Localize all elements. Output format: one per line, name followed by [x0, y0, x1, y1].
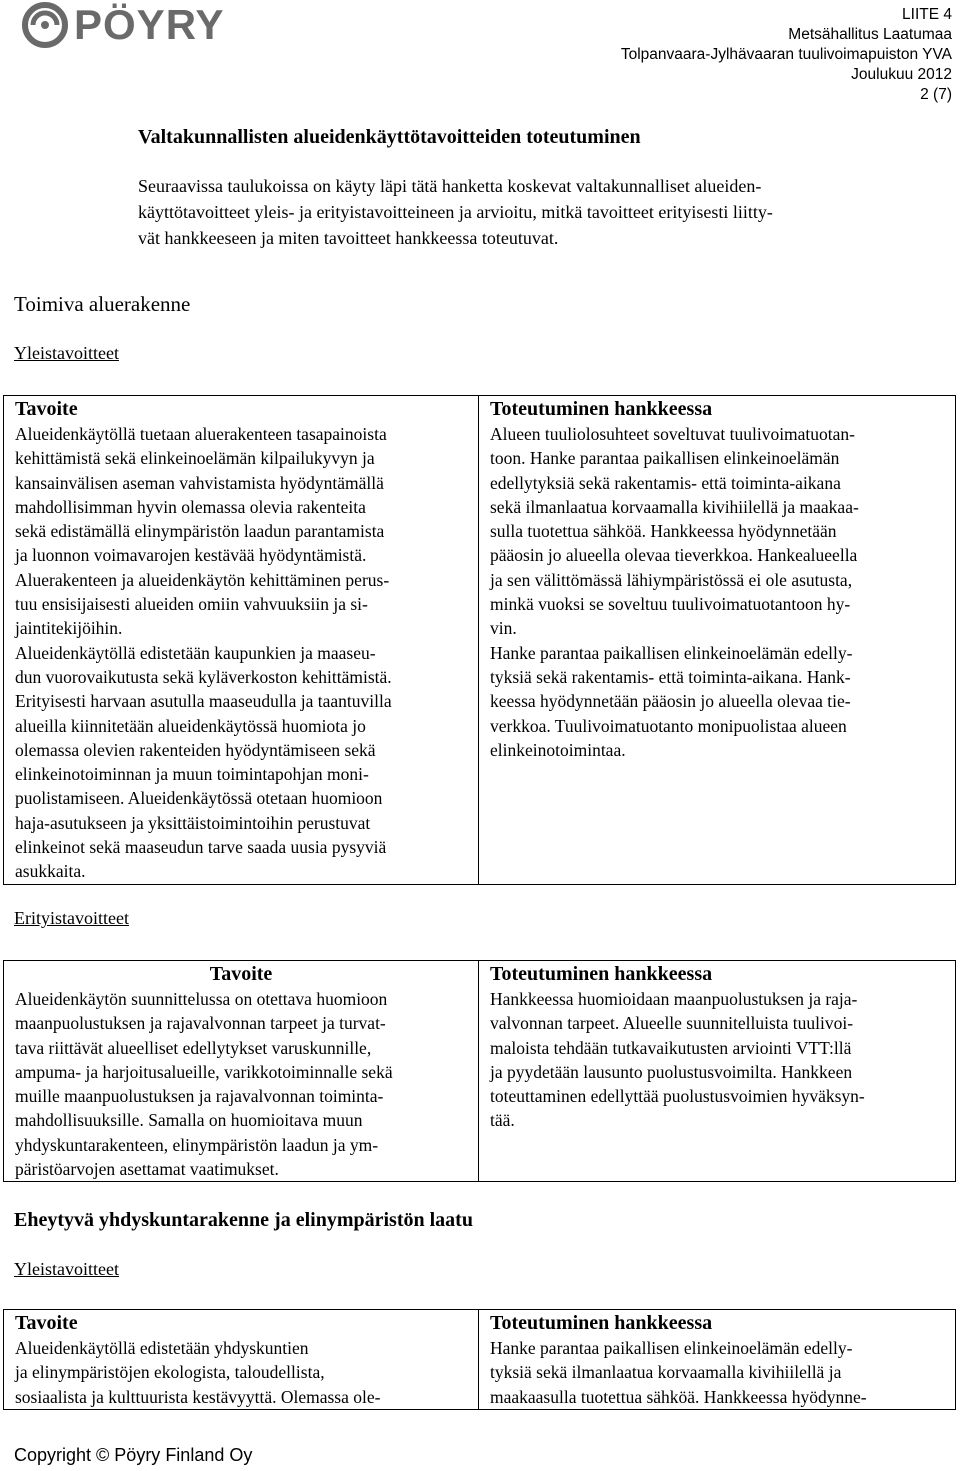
text-line: olemassa olevien rakenteiden hyödyntämiseen sekä	[15, 739, 376, 760]
section-heading: Toimiva aluerakenne	[14, 292, 191, 316]
text-line: dun vuorovaikutusta sekä kyläverkoston kehittämistä.	[15, 666, 392, 687]
goal-text	[15, 987, 467, 1181]
text-line: tuu ensisijaisesti alueiden omiin vahvuuksiin ja si-	[15, 594, 368, 615]
text-line: elinkeinotoiminnan ja muun toimintapohjan moni-	[15, 764, 369, 785]
implementation-column-header: Toteutuminen hankkeessa	[490, 963, 713, 985]
implementation-column	[479, 1310, 956, 1410]
text-line: mahdollisimman hyvin olemassa olevia rakenteita	[15, 496, 366, 517]
document-header-info	[621, 5, 952, 105]
text-line: haja-asutukseen ja yksittäistoimintoihin perustuvat	[15, 812, 371, 833]
implementation-text	[490, 422, 944, 762]
text-line: valvonnan tarpeet. Alueelle suunnitelluista tuulivoi-	[490, 1013, 854, 1034]
text-line: keessa hyödynnetään pääosin jo alueella olevaa tie-	[490, 691, 851, 712]
client-name: Metsähallitus Laatumaa	[788, 26, 952, 43]
text-line: kansainvälisen aseman vahvistamista hyödyntämällä	[15, 472, 384, 493]
text-line: maanpuolustuksen ja rajavalvonnan tarpeet ja turvat-	[15, 1013, 386, 1034]
text-line: edellytyksiä sekä rakentamis- että toiminta-aikana	[490, 472, 841, 493]
text-line: jaintitekijöihin.	[15, 618, 123, 639]
text-line: sosiaalista ja kulttuurista kestävyyttä. Olemassa ole-	[15, 1386, 381, 1407]
text-line: alueilla kiinnitetään alueidenkäytössä huomiota jo	[15, 715, 366, 736]
text-line: mahdollisuuksille. Samalla on huomioitava muun	[15, 1110, 363, 1131]
implementation-text	[490, 1336, 944, 1409]
text-line: maakaasulla tuotettua sähköä. Hankkeessa hyödynne-	[490, 1386, 867, 1407]
text-line: Hanke parantaa paikallisen elinkeinoelämän edelly-	[490, 642, 853, 663]
text-line: ampuma- ja harjoitusalueille, varikkotoiminnalle sekä	[15, 1061, 393, 1082]
text-line: elinkeinot sekä maaseudun tarve saada uusia pysyviä	[15, 837, 387, 858]
implementation-column	[479, 396, 956, 885]
text-line: Erityisesti harvaan asutulla maaseudulla ja taantuvilla	[15, 691, 392, 712]
specific-goals-label: Erityistavoitteet	[14, 908, 129, 928]
text-line: asukkaita.	[15, 861, 86, 882]
goal-column	[4, 396, 479, 885]
text-line: sulla tuotettua sähköä. Hankkeessa hyödynnetään	[490, 521, 837, 542]
implementation-column-header: Toteutuminen hankkeessa	[490, 398, 713, 420]
general-goals-label: Yleistavoitteet	[14, 1259, 119, 1279]
text-line: Alueidenkäytöllä edistetään yhdyskuntien	[15, 1338, 309, 1358]
copyright-footer: Copyright © Pöyry Finland Oy	[14, 1445, 253, 1465]
company-logo	[22, 2, 224, 48]
text-line: ja pyydetään lausunto puolustusvoimilta. Hankkeen	[490, 1061, 853, 1082]
text-line: muille maanpuolustuksen ja rajavalvonnan toiminta-	[15, 1086, 384, 1107]
poyry-swirl-logo-icon	[22, 2, 68, 48]
text-line: ja elinympäristöjen ekologista, taloudellista,	[15, 1362, 325, 1383]
goal-text	[15, 422, 467, 884]
specific-goals-table	[3, 960, 956, 1182]
text-line: sekä ilmanlaatua korvaamalla kivihiilellä ja maakaa-	[490, 496, 859, 517]
intro-paragraph	[138, 173, 956, 251]
text-line: tyksiä sekä rakentamis- että toiminta-aikana. Hank-	[490, 666, 851, 687]
text-line: Hanke parantaa paikallisen elinkeinoelämän edelly-	[490, 1338, 853, 1358]
text-line: toteuttaminen edellyttää puolustusvoimien hyväksyn-	[490, 1086, 865, 1107]
intro-line: käyttötavoitteet yleis- ja erityistavoitteineen ja arvioitu, mitkä tavoitteet erityisesti liitty-	[138, 202, 773, 222]
brand-name: PÖYRY	[74, 1, 225, 48]
implementation-column	[479, 961, 956, 1182]
general-goals-table	[3, 1309, 956, 1410]
text-line: tava riittävät alueelliset edellytykset varuskunnille,	[15, 1037, 372, 1058]
text-line: verkkoa. Tuulivoimatuotanto monipuolistaa alueen	[490, 715, 847, 736]
text-line: toon. Hanke parantaa paikallisen elinkeinoelämän	[490, 448, 840, 469]
goal-column-header: Tavoite	[15, 1312, 78, 1334]
text-line: vin.	[490, 618, 517, 639]
text-line: päristöarvojen asettamat vaatimukset.	[15, 1159, 279, 1180]
text-line: elinkeinotoimintaa.	[490, 739, 626, 760]
section-heading: Eheytyvä yhdyskuntarakenne ja elinympäristön laatu	[14, 1209, 473, 1231]
text-line: ja luonnon voimavarojen kestävää hyödyntämistä.	[15, 545, 367, 566]
page-number: 2 (7)	[920, 86, 952, 103]
text-line: maloista tehdään tutkavaikutusten arviointi VTT:llä	[490, 1037, 852, 1058]
goal-text	[15, 1336, 467, 1409]
text-line: yhdyskuntarakenteen, elinympäristön laadun ja ym-	[15, 1134, 379, 1155]
intro-line: Seuraavissa taulukoissa on käyty läpi tätä hanketta koskevat valtakunnalliset alueiden-	[138, 176, 762, 196]
text-line: sekä edistämällä elinympäristön laadun parantamista	[15, 521, 385, 542]
text-line: Alueidenkäytöllä tuetaan aluerakenteen tasapainoista	[15, 424, 387, 444]
text-line: tyksiä sekä ilmanlaatua korvaamalla kivihiilellä ja	[490, 1362, 842, 1383]
text-line: Hankkeessa huomioidaan maanpuolustuksen ja raja-	[490, 989, 858, 1009]
text-line: minkä vuoksi se soveltuu tuulivoimatuotantoon hy-	[490, 594, 851, 615]
general-goals-label: Yleistavoitteet	[14, 343, 119, 363]
text-line: pääosin jo alueella olevaa tieverkkoa. Hankealueella	[490, 545, 858, 566]
text-line: ja sen välittömässä lähiympäristössä ei ole asutusta,	[490, 569, 853, 590]
appendix-label: LIITE 4	[902, 6, 952, 23]
text-line: Alueidenkäytöllä edistetään kaupunkien ja maaseu-	[15, 642, 376, 663]
text-line: tää.	[490, 1110, 515, 1131]
text-line: kehittämistä sekä elinkeinoelämän kilpailukyvyn ja	[15, 448, 375, 469]
goal-column	[4, 961, 479, 1182]
intro-line: vät hankkeeseen ja miten tavoitteet hankkeessa toteutuvat.	[138, 228, 559, 248]
text-line: Alueidenkäytön suunnittelussa on otettava huomioon	[15, 989, 388, 1009]
goal-column	[4, 1310, 479, 1410]
general-goals-table	[3, 395, 956, 885]
project-name: Tolpanvaara-Jylhävaaran tuulivoimapuiston YVA	[620, 46, 952, 63]
text-line: Alueen tuuliolosuhteet soveltuvat tuulivoimatuotan-	[490, 424, 856, 444]
goal-column-header: Tavoite	[15, 398, 78, 420]
text-line: puolistamiseen. Alueidenkäytössä otetaan huomioon	[15, 788, 383, 809]
implementation-text	[490, 987, 944, 1133]
document-date: Joulukuu 2012	[851, 66, 952, 83]
text-line: Aluerakenteen ja alueidenkäytön kehittäminen perus-	[15, 569, 390, 590]
goal-column-header: Tavoite	[209, 963, 273, 985]
implementation-column-header: Toteutuminen hankkeessa	[490, 1312, 713, 1334]
page-title: Valtakunnallisten alueidenkäyttötavoitteiden toteutuminen	[138, 126, 641, 148]
